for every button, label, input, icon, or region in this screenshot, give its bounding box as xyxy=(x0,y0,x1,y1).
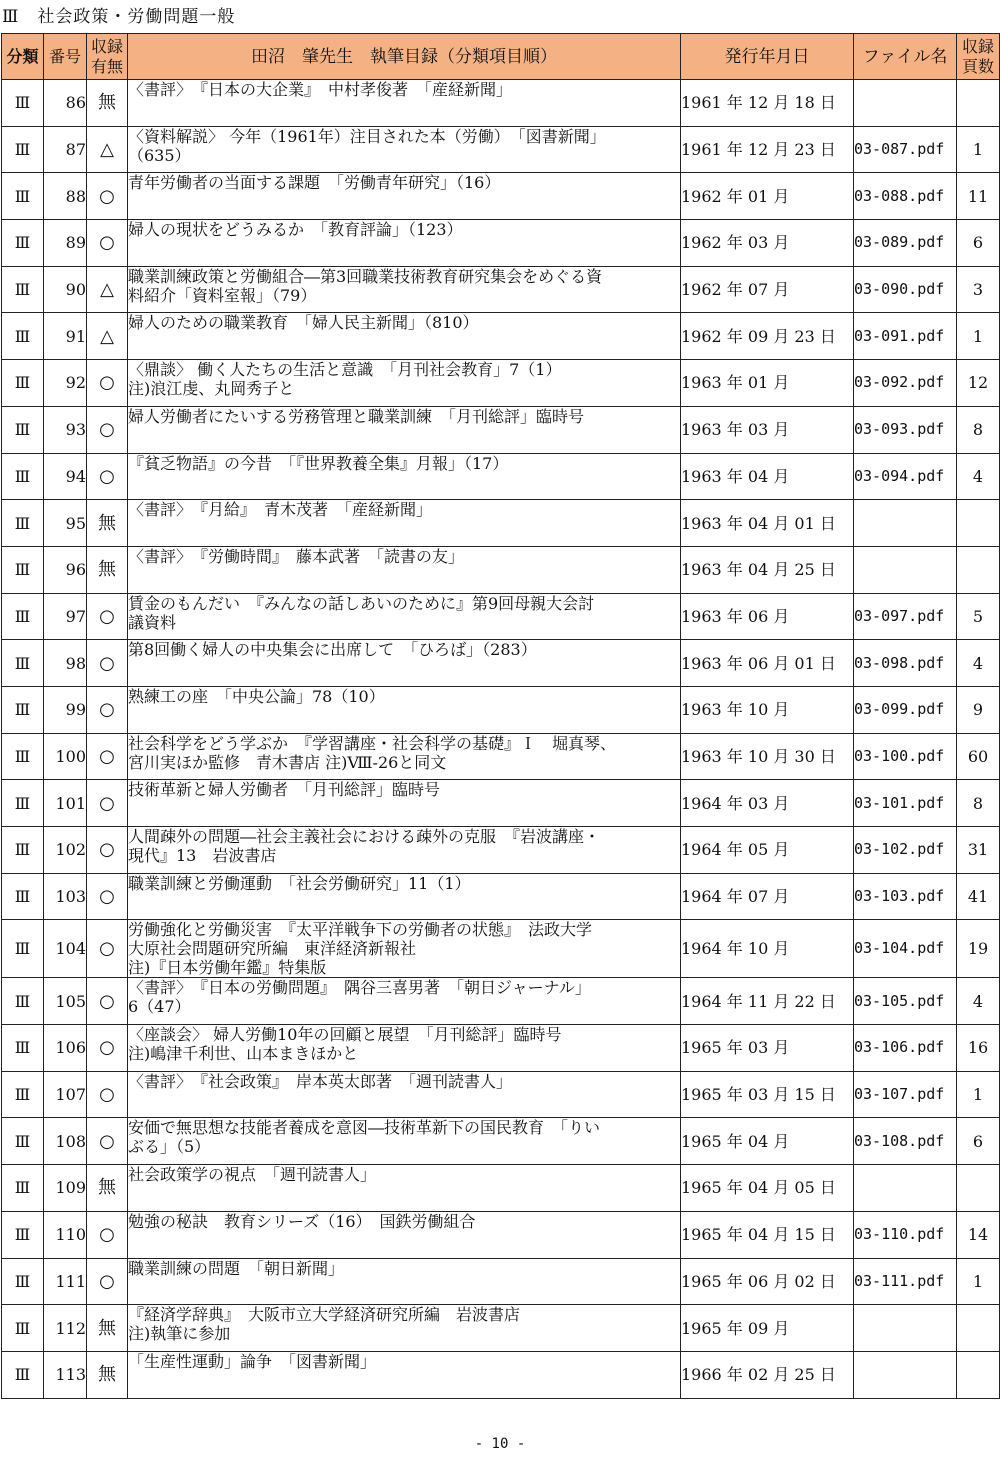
table-row xyxy=(2,686,1000,733)
cell-filename: 03-094.pdf xyxy=(854,453,957,500)
table-row xyxy=(2,360,1000,407)
cell-title: 『貧乏物語』の今昔 「『世界教養全集』月報」（17） xyxy=(128,453,681,500)
cell-included-mark: ○ xyxy=(87,173,128,220)
cell-publish-date: 1963 年 04 月 25 日 xyxy=(681,546,854,593)
cell-included-mark: ○ xyxy=(87,453,128,500)
cell-title: 青年労働者の当面する課題 「労働青年研究」（16） xyxy=(128,173,681,220)
cell-publish-date: 1963 年 03 月 xyxy=(681,406,854,453)
table-row xyxy=(2,126,1000,173)
column-header-included: 収録 有無 xyxy=(87,34,128,80)
cell-publish-date: 1963 年 06 月 01 日 xyxy=(681,640,854,687)
cell-publish-date: 1965 年 06 月 02 日 xyxy=(681,1258,854,1305)
column-header-filename: ファイル名 xyxy=(854,34,957,80)
cell-filename xyxy=(854,1351,957,1398)
table-row xyxy=(2,1165,1000,1212)
cell-included-mark: ○ xyxy=(87,1025,128,1072)
cell-category: Ⅲ xyxy=(2,173,44,220)
cell-title: 〈座談会〉 婦人労働10年の回顧と展望 「月刊総評」臨時号 注)嶋津千利世、山本まきほかと xyxy=(128,1025,681,1072)
cell-number: 89 xyxy=(44,220,87,267)
cell-filename: 03-091.pdf xyxy=(854,313,957,360)
cell-number: 96 xyxy=(44,546,87,593)
cell-page-count: 1 xyxy=(957,126,1000,173)
table-row xyxy=(2,593,1000,640)
cell-category: Ⅲ xyxy=(2,453,44,500)
column-header-pages: 収録 頁数 xyxy=(957,34,1000,80)
cell-title: 〈書評〉 『日本の大企業』 中村孝俊著 「産経新聞」 xyxy=(128,80,681,127)
cell-included-mark: 無 xyxy=(87,500,128,547)
cell-included-mark: ○ xyxy=(87,593,128,640)
cell-filename: 03-088.pdf xyxy=(854,173,957,220)
table-row xyxy=(2,406,1000,453)
cell-page-count: 41 xyxy=(957,873,1000,920)
cell-category: Ⅲ xyxy=(2,1258,44,1305)
table-row xyxy=(2,920,1000,978)
table-row xyxy=(2,1351,1000,1398)
cell-number: 90 xyxy=(44,266,87,313)
cell-title: 社会政策学の視点 「週刊読書人」 xyxy=(128,1165,681,1212)
cell-publish-date: 1965 年 03 月 xyxy=(681,1025,854,1072)
cell-page-count: 9 xyxy=(957,686,1000,733)
cell-included-mark: ○ xyxy=(87,978,128,1025)
cell-publish-date: 1963 年 10 月 xyxy=(681,686,854,733)
cell-title: 婦人の現状をどうみるか 「教育評論」（123） xyxy=(128,220,681,267)
cell-title: 技術革新と婦人労働者 「月刊総評」臨時号 xyxy=(128,780,681,827)
cell-filename: 03-102.pdf xyxy=(854,827,957,874)
cell-included-mark: ○ xyxy=(87,733,128,780)
cell-title: 〈書評〉 『日本の労働問題』 隅谷三喜男著 「朝日ジャーナル」 6（47） xyxy=(128,978,681,1025)
cell-category: Ⅲ xyxy=(2,266,44,313)
cell-filename: 03-089.pdf xyxy=(854,220,957,267)
cell-category: Ⅲ xyxy=(2,920,44,978)
table-row xyxy=(2,173,1000,220)
cell-page-count: 1 xyxy=(957,313,1000,360)
cell-number: 108 xyxy=(44,1118,87,1165)
cell-category: Ⅲ xyxy=(2,686,44,733)
cell-filename xyxy=(854,1165,957,1212)
cell-filename: 03-107.pdf xyxy=(854,1071,957,1118)
cell-category: Ⅲ xyxy=(2,1211,44,1258)
table-row xyxy=(2,1258,1000,1305)
cell-number: 106 xyxy=(44,1025,87,1072)
table-row xyxy=(2,1305,1000,1352)
cell-filename: 03-098.pdf xyxy=(854,640,957,687)
cell-category: Ⅲ xyxy=(2,1305,44,1352)
cell-title: 『経済学辞典』 大阪市立大学経済研究所編 岩波書店 注)執筆に参加 xyxy=(128,1305,681,1352)
cell-publish-date: 1962 年 01 月 xyxy=(681,173,854,220)
cell-page-count: 8 xyxy=(957,406,1000,453)
cell-category: Ⅲ xyxy=(2,780,44,827)
cell-title: 〈書評〉 『労働時間』 藤本武著 「読書の友」 xyxy=(128,546,681,593)
cell-number: 93 xyxy=(44,406,87,453)
cell-number: 94 xyxy=(44,453,87,500)
cell-category: Ⅲ xyxy=(2,1025,44,1072)
cell-number: 113 xyxy=(44,1351,87,1398)
cell-included-mark: ○ xyxy=(87,873,128,920)
table-row xyxy=(2,546,1000,593)
cell-included-mark: ○ xyxy=(87,360,128,407)
cell-filename: 03-097.pdf xyxy=(854,593,957,640)
page-number: - 10 - xyxy=(474,1436,526,1452)
cell-category: Ⅲ xyxy=(2,873,44,920)
cell-included-mark: ○ xyxy=(87,1211,128,1258)
column-header-number: 番号 xyxy=(44,34,87,80)
cell-title: 婦人のための職業教育 「婦人民主新聞」（810） xyxy=(128,313,681,360)
cell-filename: 03-111.pdf xyxy=(854,1258,957,1305)
cell-page-count: 4 xyxy=(957,978,1000,1025)
cell-number: 110 xyxy=(44,1211,87,1258)
cell-page-count: 8 xyxy=(957,780,1000,827)
cell-publish-date: 1962 年 03 月 xyxy=(681,220,854,267)
cell-publish-date: 1966 年 02 月 25 日 xyxy=(681,1351,854,1398)
cell-publish-date: 1964 年 11 月 22 日 xyxy=(681,978,854,1025)
cell-filename: 03-108.pdf xyxy=(854,1118,957,1165)
cell-filename xyxy=(854,80,957,127)
cell-included-mark: ○ xyxy=(87,920,128,978)
cell-filename: 03-106.pdf xyxy=(854,1025,957,1072)
table-row xyxy=(2,220,1000,267)
cell-title: 熟練工の座 「中央公論」78（10） xyxy=(128,686,681,733)
cell-page-count xyxy=(957,80,1000,127)
table-row xyxy=(2,733,1000,780)
cell-page-count: 5 xyxy=(957,593,1000,640)
cell-category: Ⅲ xyxy=(2,827,44,874)
cell-title: 第8回働く婦人の中央集会に出席して 「ひろば」（283） xyxy=(128,640,681,687)
cell-page-count: 60 xyxy=(957,733,1000,780)
cell-category: Ⅲ xyxy=(2,1118,44,1165)
cell-number: 104 xyxy=(44,920,87,978)
table-row xyxy=(2,827,1000,874)
cell-publish-date: 1961 年 12 月 23 日 xyxy=(681,126,854,173)
cell-page-count: 14 xyxy=(957,1211,1000,1258)
cell-publish-date: 1965 年 09 月 xyxy=(681,1305,854,1352)
cell-publish-date: 1964 年 05 月 xyxy=(681,827,854,874)
cell-page-count: 1 xyxy=(957,1071,1000,1118)
cell-included-mark: ○ xyxy=(87,686,128,733)
cell-title: 〈書評〉 『社会政策』 岸本英太郎著 「週刊読書人」 xyxy=(128,1071,681,1118)
cell-category: Ⅲ xyxy=(2,1071,44,1118)
bibliography-table xyxy=(1,33,1000,1399)
cell-title: 賃金のもんだい 『みんなの話しあいのために』第9回母親大会討 議資料 xyxy=(128,593,681,640)
cell-title: 〈書評〉 『月給』 青木茂著 「産経新聞」 xyxy=(128,500,681,547)
cell-included-mark: ○ xyxy=(87,1071,128,1118)
cell-category: Ⅲ xyxy=(2,500,44,547)
table-row xyxy=(2,453,1000,500)
cell-number: 97 xyxy=(44,593,87,640)
cell-category: Ⅲ xyxy=(2,978,44,1025)
cell-number: 103 xyxy=(44,873,87,920)
cell-included-mark: 無 xyxy=(87,1305,128,1352)
cell-included-mark: △ xyxy=(87,266,128,313)
cell-number: 88 xyxy=(44,173,87,220)
cell-publish-date: 1965 年 03 月 15 日 xyxy=(681,1071,854,1118)
table-row xyxy=(2,500,1000,547)
cell-included-mark: ○ xyxy=(87,1258,128,1305)
table-row xyxy=(2,780,1000,827)
cell-page-count: 31 xyxy=(957,827,1000,874)
cell-included-mark: ○ xyxy=(87,780,128,827)
table-row xyxy=(2,1118,1000,1165)
page-heading: Ⅲ 社会政策・労働問題一般 xyxy=(2,7,236,27)
cell-category: Ⅲ xyxy=(2,546,44,593)
cell-page-count: 4 xyxy=(957,453,1000,500)
cell-included-mark: 無 xyxy=(87,546,128,593)
cell-category: Ⅲ xyxy=(2,80,44,127)
cell-category: Ⅲ xyxy=(2,126,44,173)
cell-filename: 03-099.pdf xyxy=(854,686,957,733)
table-row xyxy=(2,80,1000,127)
cell-category: Ⅲ xyxy=(2,733,44,780)
cell-included-mark: ○ xyxy=(87,220,128,267)
cell-publish-date: 1965 年 04 月 05 日 xyxy=(681,1165,854,1212)
cell-title: 婦人労働者にたいする労務管理と職業訓練 「月刊総評」臨時号 xyxy=(128,406,681,453)
cell-filename: 03-100.pdf xyxy=(854,733,957,780)
cell-page-count: 1 xyxy=(957,1258,1000,1305)
table-row xyxy=(2,640,1000,687)
cell-number: 87 xyxy=(44,126,87,173)
cell-included-mark: ○ xyxy=(87,640,128,687)
cell-page-count: 16 xyxy=(957,1025,1000,1072)
table-row xyxy=(2,1071,1000,1118)
cell-included-mark: ○ xyxy=(87,827,128,874)
cell-publish-date: 1963 年 04 月 01 日 xyxy=(681,500,854,547)
cell-number: 112 xyxy=(44,1305,87,1352)
cell-publish-date: 1963 年 04 月 xyxy=(681,453,854,500)
cell-included-mark: 無 xyxy=(87,1165,128,1212)
cell-number: 91 xyxy=(44,313,87,360)
cell-included-mark: △ xyxy=(87,313,128,360)
cell-number: 99 xyxy=(44,686,87,733)
cell-filename: 03-104.pdf xyxy=(854,920,957,978)
cell-title: 職業訓練政策と労働組合―第3回職業技術教育研究集会をめぐる資 料紹介「資料室報」（79） xyxy=(128,266,681,313)
table-row xyxy=(2,313,1000,360)
table-row xyxy=(2,873,1000,920)
cell-title: 安価で無思想な技能者養成を意図―技術革新下の国民教育 「りい ぶる」（5） xyxy=(128,1118,681,1165)
cell-filename xyxy=(854,1305,957,1352)
cell-title: 勉強の秘訣 教育シリーズ（16） 国鉄労働組合 xyxy=(128,1211,681,1258)
cell-publish-date: 1965 年 04 月 15 日 xyxy=(681,1211,854,1258)
cell-included-mark: ○ xyxy=(87,1118,128,1165)
cell-page-count: 4 xyxy=(957,640,1000,687)
column-header-title: 田沼 肇先生 執筆目録（分類項目順） xyxy=(128,34,681,80)
cell-title: 〈資料解説〉 今年（1961年）注目された本（労働） 「図書新聞」 （635） xyxy=(128,126,681,173)
cell-category: Ⅲ xyxy=(2,1165,44,1212)
cell-title: 職業訓練と労働運動 「社会労働研究」11（1） xyxy=(128,873,681,920)
cell-publish-date: 1963 年 10 月 30 日 xyxy=(681,733,854,780)
cell-category: Ⅲ xyxy=(2,313,44,360)
cell-publish-date: 1962 年 07 月 xyxy=(681,266,854,313)
cell-filename: 03-093.pdf xyxy=(854,406,957,453)
cell-number: 109 xyxy=(44,1165,87,1212)
cell-filename: 03-105.pdf xyxy=(854,978,957,1025)
cell-number: 86 xyxy=(44,80,87,127)
cell-page-count: 6 xyxy=(957,1118,1000,1165)
cell-filename: 03-092.pdf xyxy=(854,360,957,407)
cell-included-mark: 無 xyxy=(87,1351,128,1398)
cell-category: Ⅲ xyxy=(2,1351,44,1398)
cell-page-count: 12 xyxy=(957,360,1000,407)
cell-page-count xyxy=(957,500,1000,547)
table-row xyxy=(2,978,1000,1025)
cell-included-mark: ○ xyxy=(87,406,128,453)
cell-page-count: 6 xyxy=(957,220,1000,267)
cell-title: 社会科学をどう学ぶか 『学習講座・社会科学の基礎』Ｉ 堀真琴、 宮川実ほか監修 青木書店 注)Ⅷ-26と同文 xyxy=(128,733,681,780)
table-row xyxy=(2,1211,1000,1258)
cell-page-count: 11 xyxy=(957,173,1000,220)
cell-number: 111 xyxy=(44,1258,87,1305)
cell-category: Ⅲ xyxy=(2,220,44,267)
table-row xyxy=(2,266,1000,313)
cell-filename xyxy=(854,500,957,547)
cell-publish-date: 1963 年 06 月 xyxy=(681,593,854,640)
column-header-category: 分類 xyxy=(2,34,44,80)
cell-number: 105 xyxy=(44,978,87,1025)
table-body xyxy=(2,80,1000,1399)
cell-included-mark: 無 xyxy=(87,80,128,127)
cell-publish-date: 1963 年 01 月 xyxy=(681,360,854,407)
cell-title: 「生産性運動」論争 「図書新聞」 xyxy=(128,1351,681,1398)
cell-included-mark: △ xyxy=(87,126,128,173)
table-row xyxy=(2,1025,1000,1072)
cell-title: 職業訓練の問題 「朝日新聞」 xyxy=(128,1258,681,1305)
cell-filename: 03-090.pdf xyxy=(854,266,957,313)
cell-filename: 03-103.pdf xyxy=(854,873,957,920)
cell-number: 98 xyxy=(44,640,87,687)
cell-publish-date: 1964 年 07 月 xyxy=(681,873,854,920)
cell-page-count xyxy=(957,546,1000,593)
cell-title: 人間疎外の問題―社会主義社会における疎外の克服 『岩波講座・ 現代』13 岩波書店 xyxy=(128,827,681,874)
cell-number: 92 xyxy=(44,360,87,407)
cell-page-count xyxy=(957,1351,1000,1398)
cell-category: Ⅲ xyxy=(2,360,44,407)
cell-category: Ⅲ xyxy=(2,593,44,640)
cell-filename: 03-110.pdf xyxy=(854,1211,957,1258)
cell-filename: 03-101.pdf xyxy=(854,780,957,827)
cell-page-count: 3 xyxy=(957,266,1000,313)
cell-number: 102 xyxy=(44,827,87,874)
cell-number: 100 xyxy=(44,733,87,780)
cell-filename xyxy=(854,546,957,593)
cell-title: 労働強化と労働災害 『太平洋戦争下の労働者の状態』 法政大学 大原社会問題研究所編 東洋経済新報社 注)『日本労働年鑑』特集版 xyxy=(128,920,681,978)
cell-publish-date: 1961 年 12 月 18 日 xyxy=(681,80,854,127)
cell-publish-date: 1964 年 10 月 xyxy=(681,920,854,978)
cell-filename: 03-087.pdf xyxy=(854,126,957,173)
cell-page-count xyxy=(957,1165,1000,1212)
cell-publish-date: 1965 年 04 月 xyxy=(681,1118,854,1165)
cell-number: 107 xyxy=(44,1071,87,1118)
cell-publish-date: 1962 年 09 月 23 日 xyxy=(681,313,854,360)
table-header-row xyxy=(2,34,1000,80)
cell-category: Ⅲ xyxy=(2,640,44,687)
cell-publish-date: 1964 年 03 月 xyxy=(681,780,854,827)
cell-number: 95 xyxy=(44,500,87,547)
cell-category: Ⅲ xyxy=(2,406,44,453)
cell-page-count: 19 xyxy=(957,920,1000,978)
cell-title: 〈鼎談〉 働く人たちの生活と意識 「月刊社会教育」7（1） 注)浪江虔、丸岡秀子と xyxy=(128,360,681,407)
column-header-date: 発行年月日 xyxy=(681,34,854,80)
cell-number: 101 xyxy=(44,780,87,827)
cell-page-count xyxy=(957,1305,1000,1352)
